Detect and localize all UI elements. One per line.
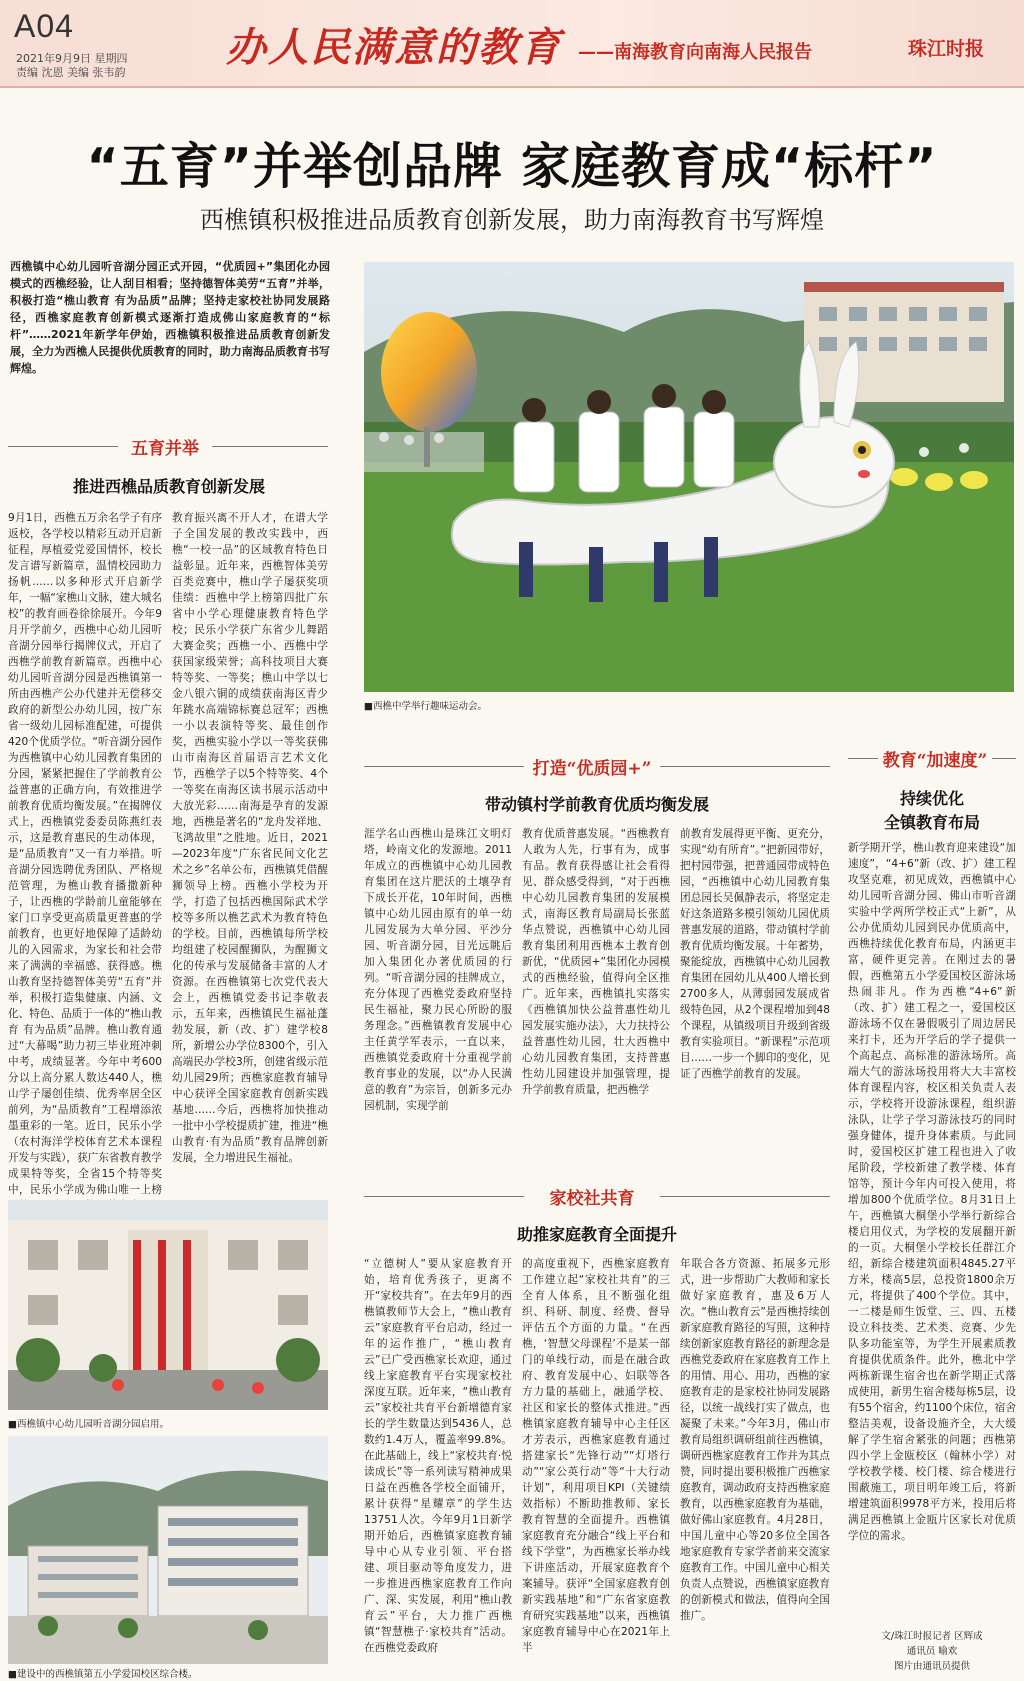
- subheadline: 西樵镇积极推进品质教育创新发展，助力南海教育书写辉煌: [200, 206, 824, 234]
- photo-caption: ■西樵中学举行趣味运动会。: [364, 701, 487, 712]
- byline: 图片由通讯员提供: [893, 1661, 970, 1672]
- headline: “五育”并举创品牌 家庭教育成“标杆”: [86, 138, 938, 195]
- byline: 文/珠江时报记者 区辉成: [881, 1631, 983, 1642]
- section-kicker: 打造“优质园+”: [532, 759, 652, 779]
- section-title: 全镇教育布局: [883, 813, 980, 832]
- lead-paragraph: 西樵镇中心幼儿园听音湖分园正式开园，“优质园+”集团化办园模式的西樵经验，让人刮目相看；坚持德智体美劳“五育”并举，积极打造“樵山教育 有为品质”品牌；坚持走家校社协同发展路径，西樵家庭教育创新模式逐渐打造成佛山家庭教育的“标杆”……2021年新学年伊始，西樵镇积极推进品质教育创新发展，全力为西樵人民提供优质教育的同时，助力南海品质教育书写辉煌。: [10, 260, 330, 375]
- campus-photo: [8, 1436, 328, 1664]
- editors: 责编 沈恩 美编 张韦韵: [16, 66, 126, 79]
- article-column: 前教育发展得更平衡、更充分，实现“幼有所育”。”把新园带好，把村园带强，把普通园带成特色园，“西樵镇中心幼儿园教育集团总园长吴佩静表示，将坚定走好这条道路多模引领幼儿园优质普惠发展的道路，带动镇村学前教育优质均衡发展。十年蓄势，聚能绽放，西樵镇中心幼儿园教育集团在园幼儿从400人增长到2700多人，从薄弱园发展成省级特色园，从2个课程增加到48个课程，从镇级项目升级到省级教育实验项目。“新课程”示范项目……一步一个脚印的变化，见证了西樵学前教育的发展。: [680, 828, 830, 1080]
- photo-caption: ■西樵镇中心幼儿园听音湖分园启用。: [8, 1419, 169, 1430]
- section-rule: [364, 1196, 524, 1197]
- article-column: 教育优质普惠发展。“西樵教育人敢为人先，行事有为，成事有品。教育获得感让社会看得见、群众感受得到，“对于西樵中心幼儿园教育集团的发展模式，南海区教育局副局长张蓝华点赞说，西樵镇中心幼儿园教育集团利用西樵本土教育创新优，“优质园+”集团化办园模式的西樵经验，值得向全区推广。近年来，西樵镇扎实落实《西樵镇加快公益普惠性幼儿园发展实施办法》，大力扶持公益普惠性幼儿园，壮大西樵中心幼儿园教育集团，支持普惠性幼儿园建设并加强管理，提升学前教育质量，把西樵学: [522, 828, 670, 1096]
- section-rule: [8, 446, 118, 447]
- section-title: 推进西樵品质教育创新发展: [72, 477, 265, 496]
- article-column: 涯学名山西樵山是珠江文明灯塔，岭南文化的发源地。2011年成立的西樵镇中心幼儿园教育集团在这片肥沃的土壤孕育下成长开花，10年时间，西樵镇中心幼儿园由原有的单一幼儿园发展为大单分园、平沙分园、听音湖分园，目光远眺后加入集团化办著优质园的行列。“听音湖分园的挂牌成立，充分体现了西樵党委政府坚持民生福祉，聚力民心所盼的服务理念。”西樵镇教育发展中心主任黄学军表示，一直以来，西樵镇党委政府十分重视学前教育事业的发展，以“办人民满意的教育”为宗旨，创新多元办园机制，实现学前: [364, 828, 512, 1112]
- section-rule: [212, 446, 328, 447]
- header-slogan: 办人民满意的教育: [226, 24, 562, 71]
- section-title: 助推家庭教育全面提升: [516, 1225, 677, 1244]
- section-title: 带动镇村学前教育优质均衡发展: [484, 795, 709, 814]
- section-rule: [660, 766, 830, 767]
- section-rule: [992, 758, 1016, 759]
- article-column: 教育振兴离不开人才，在谱大学子全国发展的教改实践中，西樵“一校一品”的区域教育特色日益彰显。近年来，西樵智体美劳百类竞赛中，樵山学子屡获奖项佳绩：西樵中学上榜第四批广东省中小学心理健康教育特色学校；民乐小学获广东省少儿舞蹈大赛金奖；西樵一小、西樵中学获国家级荣誉；高科技项目大赛特等奖、一等奖；樵山中学以七金八银六铜的成绩获南海区青少年跳水高端锦标赛总冠军；西樵一小以表演特等奖、最佳创作奖，西樵实验小学以一等奖获佛山市南海区首届语言艺术文化节，西樵学子以5个特等奖、4个一等奖在南海区读书展示活动中大放光彩……南海是孕育的发源地，西樵是著名的“龙舟发祥地、飞鸿故里”之胜地。近日，2021—2023年度“广东省民间文化艺术之乡”名单公布，西樵镇凭借醒狮领导上榜。西樵小学校为开学，打造了包括西樵国际武术学校等多所以樵艺武术为教育特色的学校。目前，西樵镇每所学校均组建了校园醒狮队，为醒狮文化的传承与发展储备丰富的人才资源。在西樵镇第七次党代表大会上，西樵镇党委书记李敬表示，五年来，西樵镇民生福祉蓬勃发展，新（改、扩）建学校8所，新增公办学位8300个，引入高端民办学校3所，创建省级示范幼儿园29所；西樵家庭教育辅导中心获评全国家庭教育创新实践基地……今后，西樵将加快推动一批中小学校提质扩建，推进“樵山教育·有为品质”教育品牌创新发展，全力增进民生福祉。: [172, 512, 328, 1164]
- article-column: 9月1日，西樵五万余名学子有序返校，各学校以精彩互动开启新征程，厚植爱党爱国情怀，校长发言谱写新篇章，温情校园助力扬帆……以多种形式开启新学年，一幅“家樵山文脉，建大城名校”的教育画卷徐徐展开。今年9月开学前夕，西樵中心幼儿园听音湖分园举行揭牌仪式，开启了西樵学前教育新篇章。西樵中心幼儿园听音湖分园是西樵镇第一所由西樵产公办代建并无偿移交政府的新型公办幼儿园，按广东省一级幼儿园标准配建，可提供420个优质学位。“听音湖分园作为西樵镇中心幼儿园教育集团的分园，紧紧把握住了学前教育公益普惠的正确方向，有效推进学前教育优质均衡发展。”在揭牌仪式上，西樵镇党委委员陈燕红表示，这是教育惠民的生动体现，是“品质教育”又一有力举措。听音湖分园选聘优秀团队、严格规范管理，为樵山教育播撒新种子，让西樵的学龄前儿童能够在家门口享受更高质量更普惠的学前教育，也更好地保障了适龄幼儿的入园需求，为家长和社会带来了满满的幸福感、获得感。樵山教育坚持德智体美劳“五育”并举，积极打造集健康、内涵、文化、特色、品质于一体的“樵山教育 有为品质”品牌。樵山教育通过“大幕喝”助力初三毕业班冲刺中考，成绩显著。今年中考600分以上高分累人数达440人，樵山学子屡创佳绩、优秀率居全区前列，为“品质教育”工程增添浓墨重彩的一笔。近日，民乐小学（农村海洋学校体育艺术本课程开发与实践），获广东省教育教学成果特等奖，全省15个特等奖中，民乐小学成为佛山唯一上榜: [8, 512, 162, 1196]
- page-number: A04: [14, 8, 74, 44]
- section-kicker: 家校社共育: [549, 1189, 635, 1209]
- article-column: 新学期开学，樵山教育迎来建设“加速度”，“4+6”新（改、扩）建工程攻坚克难，初见成效，西樵镇中心幼儿园听音湖分园、佛山市听音湖实验中学两所学校正式“上新”，从公办优质幼儿园到民办优质高中，西樵持续优化教育布局，内涵更丰富，硬件更完善。在刚过去的暑假，西樵第五小学爱国校区游泳场热闹非凡。作为西樵“4+6”新（改、扩）建工程之一，爱国校区游泳场不仅在暑假吸引了周边居民来打卡，还为开学后的学子提供一个高起点、高标准的游泳场所。高端大气的游泳场投用将大大丰富校体育课程内容，校区相关负责人表示，学校将开设游泳课程，组织游泳队，让学子学习游泳技巧的同时强身健体，提升身体素质。与此同时，爱国校区扩建工程也进入了收尾阶段，学校新建了教学楼、体育馆等，预计今年内可投入使用，将增加800个优质学位。8月31日上午，西樵镇大桐堡小学举行新综合楼启用仪式，为学校的发展翻开新的一页。大桐堡小学校长任群江介绍，新综合楼建筑面积4845.27平方米，楼高5层，总投资1800余万元，将提供了400个学位。其中，一二楼是师生饭堂、三、四、五楼设立科技类、艺术类、竞赛、少先队多功能室等，为学生开展素质教育提供优质条件。此外，樵北中学两栋新课生宿舍也在新学期正式落成使用，新男生宿舍楼每栋5层，设有55个宿舍，约1100个床位，宿舍整洁美观，设备设施齐全，大大缓解了学生宿舍紧张的问题；西樵第四小学上金瓯校区（翰林小学）对学校教学楼、校门楼、综合楼进行围蔽施工，项目明年竣工后，将新增建筑面积9978平方米，投用后将满足西樵镇上金瓯片区家长对优质学位的需求。: [848, 842, 1016, 1542]
- newspaper-brand: 珠江时报: [908, 38, 985, 60]
- header-sub-slogan: ——南海教育向南海人民报告: [578, 42, 812, 63]
- photo-caption: ■建设中的西樵镇第五小学爱国校区综合楼。: [8, 1669, 198, 1680]
- issue-date: 2021年9月9日 星期四: [16, 52, 128, 65]
- section-title: 持续优化: [899, 789, 964, 808]
- section-kicker: 教育“加速度”: [882, 751, 988, 771]
- sports-day-photo: [364, 262, 1014, 692]
- section-rule: [660, 1196, 830, 1197]
- section-rule: [364, 766, 524, 767]
- kindergarten-photo: [8, 1200, 328, 1410]
- section-rule: [848, 758, 878, 759]
- section-kicker: 五育并举: [131, 439, 199, 459]
- article-column: 的高度重视下，西樵家庭教育工作建立起“家校社共育”的三全育人体系，且不断强化组织、科研、制度、经费、督导评估五个方面的力量。“在西樵，‘智慧父母课程’不是某一部门的单线行动，而是在融合政府、教育发展中心、妇联等各方力量的基础上，融通学校、社区和家长的整体式推进。”西樵镇家庭教育辅导中心主任区才芳表示，西樵家庭教育通过搭建家长“先锋行动”“灯塔行动”“家公英行动”等“十大行动计划”，利用项目KPI（关键绩效指标）不断助推教师、家长教育智慧的全面提升。西樵镇家庭教育充分融合“线上平台和线下学堂”，为西樵家长举办线下讲座活动，开展家庭教育个案辅导。获评“全国家庭教育创新实践基地”和“广东省家庭教育研究实践基地”以来，西樵镇家庭教育辅导中心在2021年上半: [522, 1258, 670, 1654]
- article-column: “立德树人”要从家庭教育开始，培育优秀孩子，更离不开“家校共育”。在去年9月的西樵镇教师节大会上，“樵山教育云”家庭教育平台启动，经过一年的运作推广，“樵山教育云”已广受西樵家长欢迎，通过线上家庭教育平台实现家校社深度互联。近年来，“樵山教育云”家校社共育平台新增德育家长的学生数量达到5436人，总数约1.4万人，覆盖率99.8%。在此基础上，线上“家校共育·悦读成长”等一系列读写精神成果日益在西樵各学校全面铺开，累计获得“星耀章”的学生达13751人次。今年9月1日新学期开始后，西樵镇家庭教育辅导中心从专业引领、平台搭建、项目驱动等角度发力，进一步推进西樵家庭教育工作向广、深、实发展，利用“樵山教育云”平台，大力推广西樵镇“智慧樵子·家校共育”活动。在西樵党委政府: [364, 1258, 512, 1654]
- byline: 通讯员 喻欢: [906, 1646, 958, 1657]
- article-column: 年联合各方资源、拓展多元形式，进一步帮助广大教师和家长做好家庭教育，惠及6万人次。“樵山教育云”是西樵持续创新家庭教育路径的写照，这种持续创新家庭教育路径的新理念是西樵党委政府在家庭教育工作上的用情、用心、用功，西樵的家庭教育走的是家校社协同发展路径，以统一战线打实了做点，也凝聚了未来。”今年3月，佛山市教育局组织调研组前往西樵镇，调研西樵家庭教育工作并为其点赞，同时提出要积极推广西樵家庭教育，调动政府支持西樵家庭教育，以西樵家庭教育为基础，做好佛山家庭教育。4月28日，中国儿童中心等20多位全国各地家庭教育专家学者前来交流家庭教育工作。中国儿童中心相关负责人点赞说，西樵镇家庭教育的创新模式和做法，值得向全国推广。: [680, 1258, 830, 1622]
